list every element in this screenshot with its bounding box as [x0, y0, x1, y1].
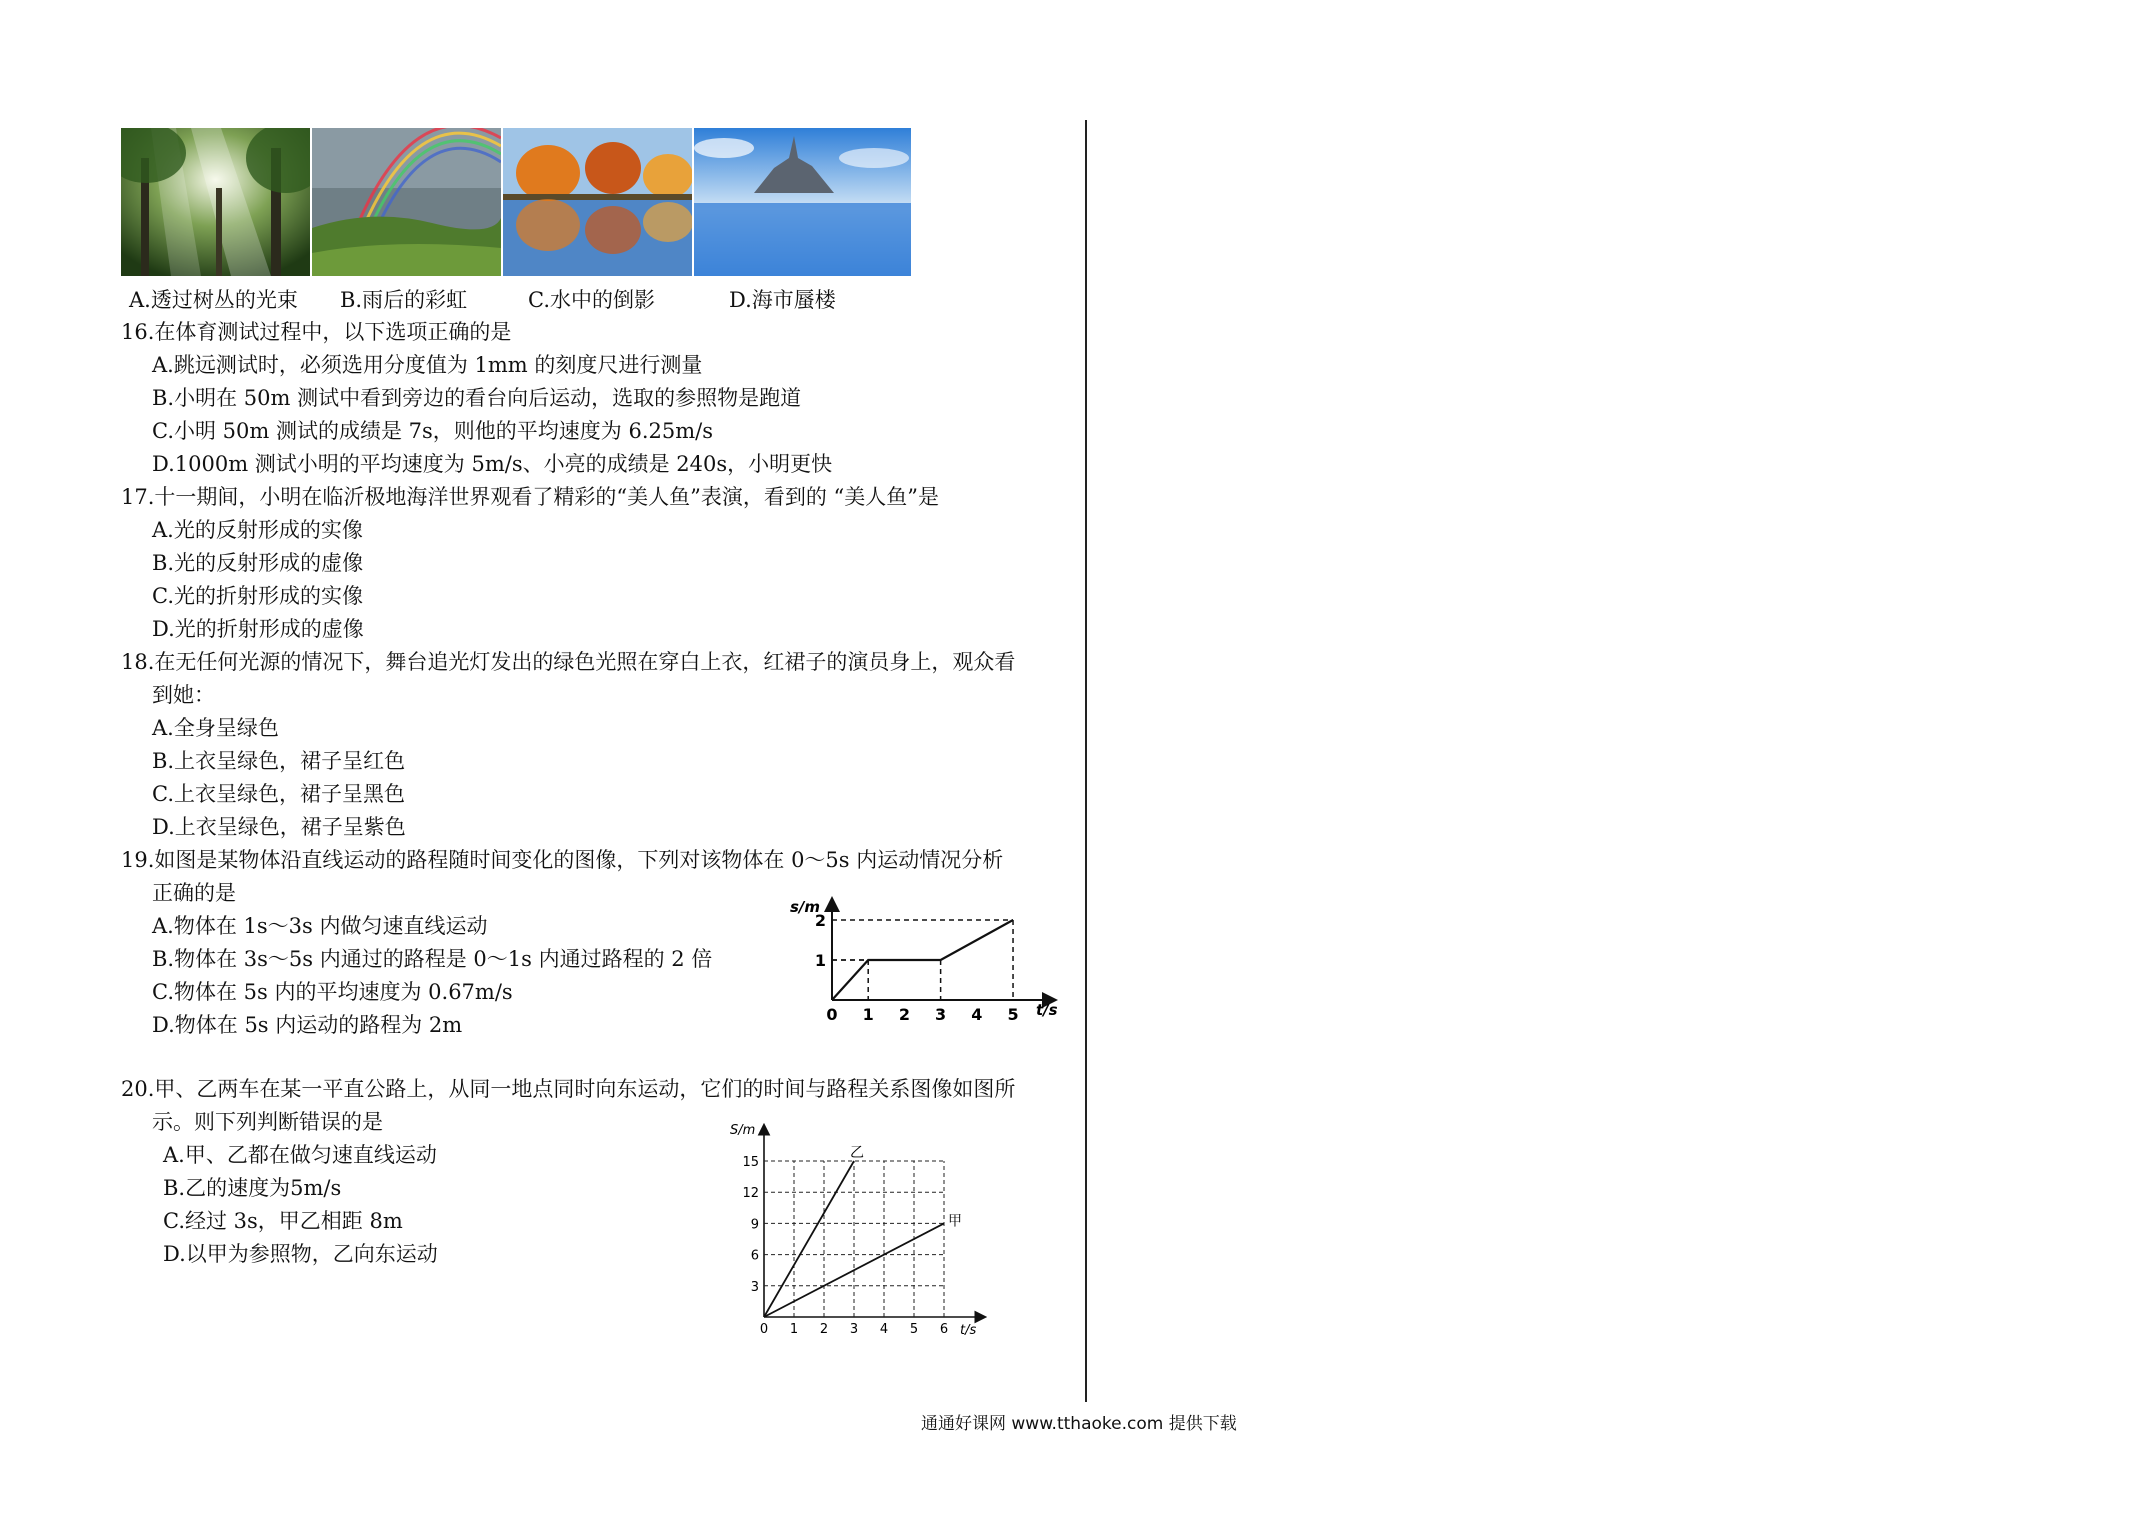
q20-x-tick: 5: [909, 1322, 919, 1337]
q18-option-d: D.上衣呈绿色，裙子呈紫色: [152, 815, 406, 839]
q19-y-tick: 1: [814, 951, 826, 970]
q20-option-a: A.甲、乙都在做匀速直线运动: [163, 1143, 437, 1167]
q20-x-tick: 3: [849, 1322, 859, 1337]
q20-ylabel: S/m: [730, 1123, 756, 1138]
q17-stem: 17.十一期间，小明在临沂极地海洋世界观看了精彩的“美人鱼”表演，看到的 “美人鱼”是: [121, 485, 940, 509]
q19-x-tick: 3: [935, 1005, 947, 1024]
q20-y-tick: 9: [750, 1217, 759, 1233]
q16-option-b: B.小明在 50m 测试中看到旁边的看台向后运动，选取的参照物是跑道: [152, 386, 802, 410]
q19-option-c: C.物体在 5s 内的平均速度为 0.67m/s: [152, 980, 513, 1004]
q19-stem-line1: 19.如图是某物体沿直线运动的路程随时间变化的图像，下列对该物体在 0～5s 内运动情况分析: [121, 848, 1004, 872]
q16-option-a: A.跳远测试时，必须选用分度值为 1mm 的刻度尺进行测量: [152, 353, 703, 377]
q20-stem-line1: 20.甲、乙两车在某一平直公路上，从同一地点同时向东运动，它们的时间与路程关系图像如图所: [121, 1077, 1016, 1101]
q15-option-d: D.海市蜃楼: [729, 288, 836, 312]
q20-option-c: C.经过 3s，甲乙相距 8m: [163, 1209, 403, 1233]
q20-series-label: 乙: [850, 1145, 864, 1161]
q20-y-tick: 15: [742, 1155, 759, 1170]
q18-stem-line1: 18.在无任何光源的情况下，舞台追光灯发出的绿色光照在穿白上衣，红裙子的演员身上，观众看: [121, 650, 1016, 674]
q19-graph: [790, 890, 1070, 1030]
footer-text: 通通好课网 www.tthaoke.com 提供下载: [921, 1414, 1237, 1434]
q17-option-d: D.光的折射形成的虚像: [152, 617, 364, 641]
q15-option-a: A.透过树丛的光束: [129, 288, 298, 312]
q20-x-tick: 0: [759, 1322, 769, 1337]
q16-option-c: C.小明 50m 测试的成绩是 7s，则他的平均速度为 6.25m/s: [152, 419, 713, 443]
q20-y-tick: 6: [750, 1248, 759, 1264]
q20-x-tick: 2: [819, 1322, 829, 1337]
q20-y-tick: 3: [750, 1279, 759, 1295]
q18-option-b: B.上衣呈绿色，裙子呈红色: [152, 749, 406, 773]
q19-x-tick: 1: [862, 1005, 874, 1024]
q19-stem-line2: 正确的是: [152, 881, 236, 905]
q19-x-tick: 2: [898, 1005, 910, 1024]
q20-x-tick: 6: [939, 1322, 949, 1337]
q17-option-c: C.光的折射形成的实像: [152, 584, 363, 608]
q19-x-tick: 0: [826, 1005, 838, 1024]
q15-option-b: B.雨后的彩虹: [340, 288, 468, 312]
q17-option-a: A.光的反射形成的实像: [152, 518, 363, 542]
q20-x-tick: 1: [789, 1322, 799, 1337]
q20-graph: [722, 1120, 992, 1340]
q18-option-a: A.全身呈绿色: [152, 716, 279, 740]
q20-y-tick: 12: [742, 1186, 759, 1202]
q20-series-label: 甲: [948, 1213, 962, 1230]
q19-y-tick: 2: [814, 911, 826, 930]
q19-x-tick: 5: [1007, 1005, 1019, 1024]
mirage-photo: [694, 128, 911, 276]
reflection-photo: [503, 128, 692, 276]
q20-option-b: B.乙的速度为5m/s: [163, 1176, 342, 1200]
rainbow-photo: [312, 128, 501, 276]
q16-stem: 16.在体育测试过程中，以下选项正确的是: [121, 320, 512, 344]
q17-option-b: B.光的反射形成的虚像: [152, 551, 364, 575]
q15-option-c: C.水中的倒影: [528, 288, 655, 312]
q19-xlabel: t/s: [1036, 1001, 1058, 1019]
q16-option-d: D.1000m 测试小明的平均速度为 5m/s、小亮的成绩是 240s，小明更快: [152, 452, 833, 476]
q19-ylabel: s/m: [790, 898, 821, 916]
q20-xlabel: t/s: [960, 1323, 977, 1338]
column-divider: [1085, 120, 1087, 1402]
q19-x-tick: 4: [971, 1005, 983, 1024]
q20-stem-line2: 示。则下列判断错误的是: [152, 1110, 383, 1134]
q20-option-d: D.以甲为参照物，乙向东运动: [163, 1242, 438, 1266]
q19-option-d: D.物体在 5s 内运动的路程为 2m: [152, 1013, 463, 1037]
q18-option-c: C.上衣呈绿色，裙子呈黑色: [152, 782, 405, 806]
q18-stem-line2: 到她：: [152, 683, 215, 707]
q19-option-b: B.物体在 3s～5s 内通过的路程是 0～1s 内通过路程的 2 倍: [152, 947, 713, 971]
q20-x-tick: 4: [879, 1322, 889, 1337]
forest-light-photo: [121, 128, 310, 276]
q19-option-a: A.物体在 1s～3s 内做匀速直线运动: [152, 914, 488, 938]
